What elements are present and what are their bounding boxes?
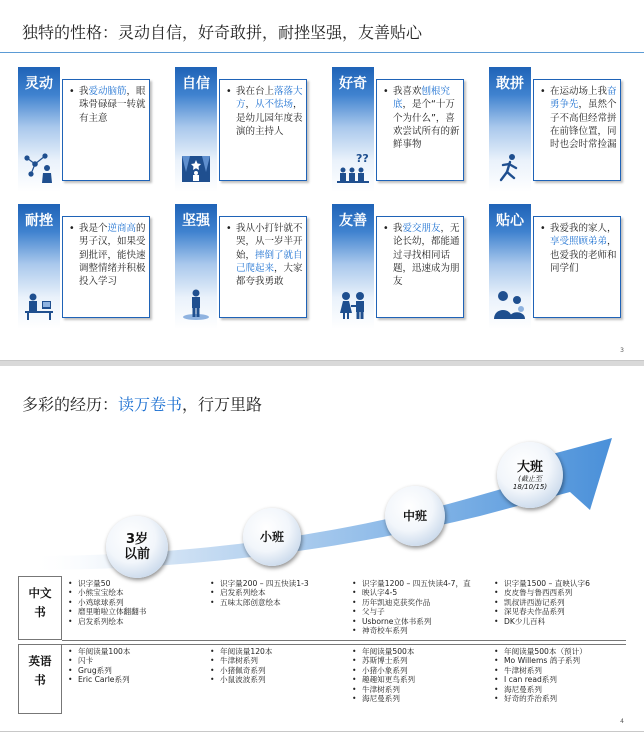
trait-card	[489, 67, 625, 192]
family-icon	[492, 287, 528, 321]
description-text: ，虽然个子不高但经常拼在前锋位置，同时也会时常捡漏	[550, 99, 617, 151]
stage-bubble	[385, 486, 445, 546]
list-item: • 年阅读量100本	[66, 647, 130, 656]
description-text: 我在台上	[236, 86, 275, 97]
highlight-text: 从不怯场	[255, 99, 294, 111]
bullet-marker: •	[383, 223, 389, 234]
desk-worker-icon	[21, 287, 57, 321]
trait-label: 友善	[339, 213, 367, 229]
list-item: • 小熊宝宝绘本	[66, 588, 146, 597]
standing-person-icon	[178, 287, 214, 321]
trait-tab	[489, 67, 531, 192]
description-text: ，无论长幼，都能通过寻找相同话题，迅速成为朋友	[393, 223, 460, 288]
stage-bubble	[243, 508, 301, 566]
list-item: • 年阅读量500本（预计）	[492, 647, 587, 656]
bullet-marker: •	[540, 223, 546, 234]
list-item: • 启发系列绘本	[208, 588, 309, 597]
description-text: ，	[245, 99, 256, 111]
trait-card	[18, 67, 154, 192]
list-item: • Mo Willems 鸽子系列	[492, 656, 587, 665]
highlight-text: 落落大方	[236, 86, 303, 111]
list-item: • DK少儿百科	[492, 617, 590, 626]
description-text: 的男子汉，如果受到批评，能快速调整情绪并积极投入学习	[79, 223, 146, 288]
highlight-text: 爱交朋友	[402, 223, 441, 234]
trait-label: 灵动	[25, 76, 53, 92]
description-text: ，是个“十万个为什么”，喜欢尝试所有的新鲜事物	[393, 99, 460, 151]
bullet-marker: •	[226, 223, 232, 234]
list-item: • Grug系列	[66, 666, 130, 675]
list-item: • 年阅读量500本	[350, 647, 415, 656]
title-divider	[0, 52, 644, 53]
description-text: 我	[79, 86, 89, 97]
list-item: • 识字量200 – 四五快读1-3	[208, 579, 309, 588]
highlight-text: 奋勇争先	[550, 86, 617, 111]
description-text: ，大家都夸我勇敢	[236, 262, 303, 288]
stage-book-list	[350, 647, 415, 703]
list-item: • 牛津树系列	[350, 685, 415, 694]
bullet-marker: •	[540, 86, 546, 97]
list-item: • 小猪小象系列	[350, 666, 415, 675]
trait-description	[227, 222, 303, 288]
description-text: 我喜欢	[393, 86, 422, 97]
trait-description-box	[533, 216, 621, 318]
svg-text:??: ??	[356, 152, 369, 165]
stage-book-list	[492, 647, 587, 703]
trait-tab	[175, 67, 217, 192]
bullet-marker: •	[69, 223, 75, 234]
trait-description	[227, 85, 303, 138]
title-prefix: 多彩的经历：	[22, 395, 119, 414]
row-label: 中文 书	[28, 586, 52, 619]
trait-description	[70, 85, 146, 125]
trait-label: 坚强	[182, 213, 210, 229]
trait-tab	[332, 204, 374, 329]
description-text: 我从小打针就不哭，从一岁半开始，	[236, 223, 303, 261]
list-item: • 海尼曼系列	[492, 685, 587, 694]
list-item: • 识字量1500 – 直映认字6	[492, 579, 590, 588]
description-text: ，眼珠骨碌碌一转就有主意	[79, 86, 146, 124]
list-item: • 牛津树系列	[208, 656, 272, 665]
description-text: 我爱我的家人，	[550, 223, 617, 234]
trait-label: 敢拼	[496, 76, 524, 92]
list-item: • 海尼曼系列	[350, 694, 415, 703]
list-item: • 皮皮鲁与鲁西西系列	[492, 588, 590, 597]
trait-description-box	[219, 216, 307, 318]
list-item: • 父与子	[350, 607, 471, 616]
list-item: • 好奇的乔治系列	[492, 694, 587, 703]
stage-name: 小班	[259, 530, 284, 544]
description-text: 在运动场上我	[550, 86, 608, 97]
list-item: • 小猪佩奇系列	[208, 666, 272, 675]
description-text: ，也爱我的老师和同学们	[550, 236, 617, 274]
stage-book-list	[66, 647, 130, 685]
list-item: • Eric Carle系列	[66, 675, 130, 684]
trait-label: 贴心	[496, 213, 524, 229]
stage-book-list	[208, 579, 309, 607]
row-divider	[62, 644, 626, 645]
list-item: • 深见春夫作品系列	[492, 607, 590, 616]
list-item: • 历年凯迪克获奖作品	[350, 598, 471, 607]
list-item: • 识字量50	[66, 579, 146, 588]
stage-presenter-icon	[178, 150, 214, 184]
stage-name: 大班	[516, 459, 543, 475]
list-item: • 神奇校车系列	[350, 626, 471, 635]
list-item: • 小鼠波波系列	[208, 675, 272, 684]
trait-description	[541, 222, 617, 275]
trait-card	[175, 67, 311, 192]
trait-card	[332, 204, 468, 329]
highlight-text: 刨根究底	[393, 86, 451, 111]
highlight-text: 享受照顾弟弟	[550, 236, 608, 248]
page-number: 3	[620, 347, 624, 354]
trait-description	[384, 85, 460, 151]
stage-name: 3岁 以前	[123, 532, 150, 562]
trait-description-box	[376, 79, 464, 181]
list-item: • Usborne立体书系列	[350, 617, 471, 626]
title-suffix: ，行万里路	[182, 395, 263, 414]
trait-tab	[489, 204, 531, 329]
trait-description	[384, 222, 460, 288]
list-item: • 识字量1200 – 四五快读4-7，直	[350, 579, 471, 588]
highlight-text: 摔倒了就自己爬起来	[236, 249, 303, 274]
highlight-text: 逆商高	[107, 223, 137, 234]
trait-label: 好奇	[339, 76, 367, 92]
runner-icon	[492, 150, 528, 184]
trait-description-box	[533, 79, 621, 181]
title-highlight: 读万卷书	[118, 395, 183, 414]
question-group-icon	[335, 150, 371, 184]
reading-table	[18, 576, 626, 714]
trait-description-box	[62, 79, 150, 181]
list-item: • 趣趣知更鸟系列	[350, 675, 415, 684]
list-item: • 苏斯博士系列	[350, 656, 415, 665]
trait-card	[489, 204, 625, 329]
slide-title: 独特的性格：灵动自信，好奇敢拼，耐挫坚强，友善贴心	[22, 23, 423, 42]
list-item: • 闪卡	[66, 656, 130, 665]
stage-name: 中班	[402, 509, 427, 523]
bullet-marker: •	[69, 86, 75, 97]
stage-bubble	[497, 442, 563, 508]
network-person-icon	[21, 150, 57, 184]
trait-card	[18, 204, 154, 329]
list-item: • 小鸡球球系列	[66, 598, 146, 607]
trait-label: 自信	[182, 76, 210, 92]
list-item: • 牛津树系列	[492, 666, 587, 675]
trait-description-box	[219, 79, 307, 181]
description-text: ，是幼儿园年度表演的主持人	[236, 99, 303, 137]
row-divider	[62, 640, 626, 641]
stage-book-list	[350, 579, 471, 635]
trait-tab	[18, 67, 60, 192]
two-kids-icon	[335, 287, 371, 321]
trait-description-box	[62, 216, 150, 318]
trait-description	[70, 222, 146, 288]
list-item: • I can read系列	[492, 675, 587, 684]
trait-description	[541, 85, 617, 151]
trait-card	[332, 67, 468, 192]
list-item: • 启发系列绘本	[66, 617, 146, 626]
trait-description-box	[376, 216, 464, 318]
stage-book-list	[492, 579, 590, 626]
list-item: • 凯叔讲西游记系列	[492, 598, 590, 607]
list-item: • 五味太郎创意绘本	[208, 598, 309, 607]
list-item: • 映认字4-5	[350, 588, 471, 597]
slide-experience	[0, 366, 644, 732]
list-item: • 年阅读量120本	[208, 647, 272, 656]
highlight-text: 爱动脑筋	[88, 86, 127, 97]
list-item: • 磨里啪啦立体翻翻书	[66, 607, 146, 616]
stage-bubble	[106, 516, 168, 578]
page-number: 4	[620, 718, 624, 725]
description-text: 我是个	[79, 223, 108, 234]
stage-book-list	[66, 579, 146, 626]
trait-tab	[175, 204, 217, 329]
trait-tab	[332, 67, 374, 192]
row-label: 英语 书	[28, 654, 52, 687]
description-text: 我	[393, 223, 403, 234]
stage-date-note: (截止至 18/10/15)	[512, 474, 548, 491]
stage-book-list	[208, 647, 272, 685]
trait-card	[175, 204, 311, 329]
bullet-marker: •	[383, 86, 389, 97]
trait-label: 耐挫	[25, 213, 53, 229]
slide-character	[0, 0, 644, 361]
trait-tab	[18, 204, 60, 329]
bullet-marker: •	[226, 86, 232, 97]
slide-title	[22, 392, 262, 415]
